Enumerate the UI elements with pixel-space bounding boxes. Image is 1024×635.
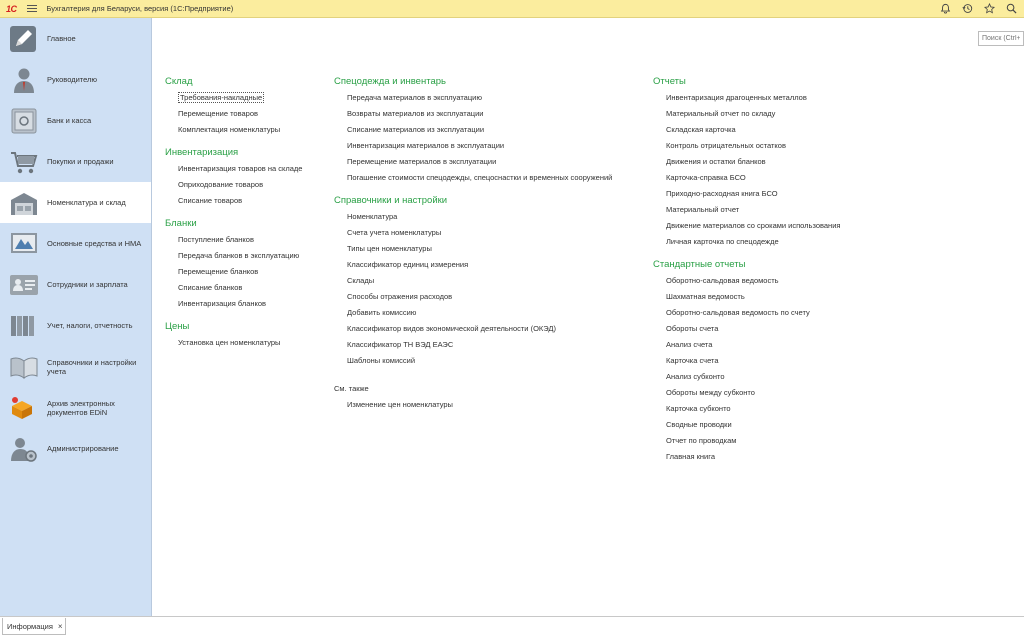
bell-icon[interactable] [939,2,952,15]
tab-information[interactable] [2,618,66,635]
link-item[interactable]: Обороты счета [666,324,719,333]
open-windows-bar [0,616,1024,635]
sidebar-item-label: Справочники и настройки учета [47,357,137,376]
link-item[interactable]: Требования-накладные [180,93,263,102]
sidebar-item-label: Администрирование [47,444,119,453]
admin-icon [9,435,39,463]
link-item[interactable]: Перемещение материалов в эксплуатации [347,157,497,166]
sidebar-item-references[interactable] [0,346,151,387]
sidebar-item-purchases[interactable] [0,141,151,182]
sidebar-item-label: Номенклатура и склад [47,198,126,207]
pencil-icon [9,25,39,53]
section-title-prices: Цены [165,321,190,332]
search-icon[interactable] [1005,2,1018,15]
link-item[interactable]: Инвентаризация бланков [178,299,267,308]
assets-icon [9,230,39,258]
book-icon [9,353,39,381]
link-item[interactable]: Карточка-справка БСО [666,173,746,182]
link-item[interactable]: Оборотно-сальдовая ведомость [666,276,779,285]
link-item[interactable]: Установка цен номенклатуры [178,338,281,347]
link-item[interactable]: Контроль отрицательных остатков [666,141,786,150]
sidebar-item-label: Покупки и продажи [47,157,114,166]
link-item[interactable]: Сводные проводки [666,420,732,429]
link-item[interactable]: Приходно-расходная книга БСО [666,189,778,198]
sidebar-item-label: Основные средства и НМА [47,239,142,248]
section-title-blanks: Бланки [165,218,197,229]
link-item[interactable]: Классификатор видов экономической деятельности (ОКЭД) [347,324,557,333]
person-icon [9,66,39,94]
link-item[interactable]: Карточка счета [666,356,719,365]
link-item[interactable]: Инвентаризация драгоценных металлов [666,93,807,102]
search-input[interactable] [978,31,1024,46]
link-item[interactable]: Погашение стоимости спецодежды, спецоснастки и временных сооружений [347,173,613,182]
link-item[interactable]: Инвентаризация материалов в эксплуатации [347,141,505,150]
sidebar-item-bank[interactable] [0,100,151,141]
sidebar-item-employees[interactable] [0,264,151,305]
link-item[interactable]: Материальный отчет [666,205,740,214]
link-item[interactable]: Перемещение бланков [178,267,259,276]
sidebar-item-label: Руководителю [47,75,98,84]
link-item[interactable]: Номенклатура [347,212,398,221]
link-item[interactable]: Шахматная ведомость [666,292,745,301]
link-item[interactable]: Списание бланков [178,283,243,292]
link-item[interactable]: Передача бланков в эксплуатацию [178,251,300,260]
warehouse-icon [9,189,39,217]
section-title-references: Справочники и настройки [334,195,448,206]
sidebar-item-label: Банк и касса [47,116,92,125]
link-item[interactable]: Складская карточка [666,125,736,134]
link-item[interactable]: Материальный отчет по складу [666,109,776,118]
tab-label: Информация [7,621,53,631]
sidebar-item-label: Главное [47,34,76,43]
link-item[interactable]: Классификатор ТН ВЭД ЕАЭС [347,340,454,349]
link-item[interactable]: Списание материалов из эксплуатации [347,125,485,134]
employees-icon [9,271,39,299]
sidebar-item-label: Сотрудники и зарплата [47,280,128,289]
link-item[interactable]: Классификатор единиц измерения [347,260,469,269]
link-item[interactable]: Счета учета номенклатуры [347,228,442,237]
star-icon[interactable] [983,2,996,15]
link-item[interactable]: Главная книга [666,452,715,461]
column-3 [653,74,840,465]
link-item[interactable]: Обороты между субконто [666,388,755,397]
section-title-reports: Отчеты [653,76,686,87]
sidebar-item-nomenclature[interactable] [0,182,151,223]
link-item[interactable]: Возвраты материалов из эксплуатации [347,109,484,118]
sidebar-item-accounting[interactable] [0,305,151,346]
link-item[interactable]: Оприходование товаров [178,180,264,189]
link-item[interactable]: Оборотно-сальдовая ведомость по счету [666,308,810,317]
link-item[interactable]: Комплектация номенклатуры [178,125,281,134]
link-item[interactable]: Анализ счета [666,340,713,349]
safe-icon [9,107,39,135]
link-item[interactable]: Перемещение товаров [178,109,258,118]
link-item[interactable]: Добавить комиссию [347,308,417,317]
section-title-sklad: Склад [165,76,193,87]
sidebar-item-label: Учет, налоги, отчетность [47,321,133,330]
section-title-inventory: Инвентаризация [165,147,239,158]
app-logo: 1С [6,3,17,14]
link-item[interactable]: Анализ субконто [666,372,725,381]
sidebar-item-edin-archive[interactable] [0,387,151,428]
cart-icon [9,148,39,176]
section-title-standard-reports: Стандартные отчеты [653,259,746,270]
section-title-workwear: Спецодежда и инвентарь [334,76,446,87]
sidebar-item-fixed-assets[interactable] [0,223,151,264]
sidebar-item-label: Архив электронных документов EDiN [47,398,115,417]
link-item[interactable]: Типы цен номенклатуры [347,244,432,253]
title-bar [0,0,1024,18]
link-item[interactable]: Карточка субконто [666,404,731,413]
close-icon[interactable]: × [57,621,63,631]
sidebar-item-main[interactable] [0,18,151,59]
column-2 [334,74,612,413]
sidebar-item-admin[interactable] [0,428,151,469]
link-item[interactable]: Шаблоны комиссий [347,356,416,365]
link-item[interactable]: Склады [347,276,375,285]
app-title: Бухгалтерия для Беларуси, версия (1С:Предприятие) [46,4,234,13]
sidebar-item-manager[interactable] [0,59,151,100]
link-item[interactable]: Передача материалов в эксплуатацию [347,93,482,102]
column-1 [165,74,302,351]
link-item[interactable]: Движение материалов со сроками использования [666,221,841,230]
link-item[interactable]: Отчет по проводкам [666,436,737,445]
link-item[interactable]: Инвентаризация товаров на складе [178,164,303,173]
link-item[interactable]: Поступление бланков [178,235,254,244]
history-icon[interactable] [961,2,974,15]
main-menu-button[interactable] [27,5,37,13]
link-item[interactable]: Изменение цен номенклатуры [347,400,453,409]
sections-sidebar [0,18,152,616]
link-item[interactable]: Списание товаров [178,196,243,205]
link-item[interactable]: Движения и остатки бланков [666,157,766,166]
archive-icon [9,394,39,422]
link-item[interactable]: Способы отражения расходов [347,292,453,301]
binders-icon [9,312,39,340]
see-also-title: См. также [334,384,369,393]
link-item[interactable]: Личная карточка по спецодежде [666,237,779,246]
